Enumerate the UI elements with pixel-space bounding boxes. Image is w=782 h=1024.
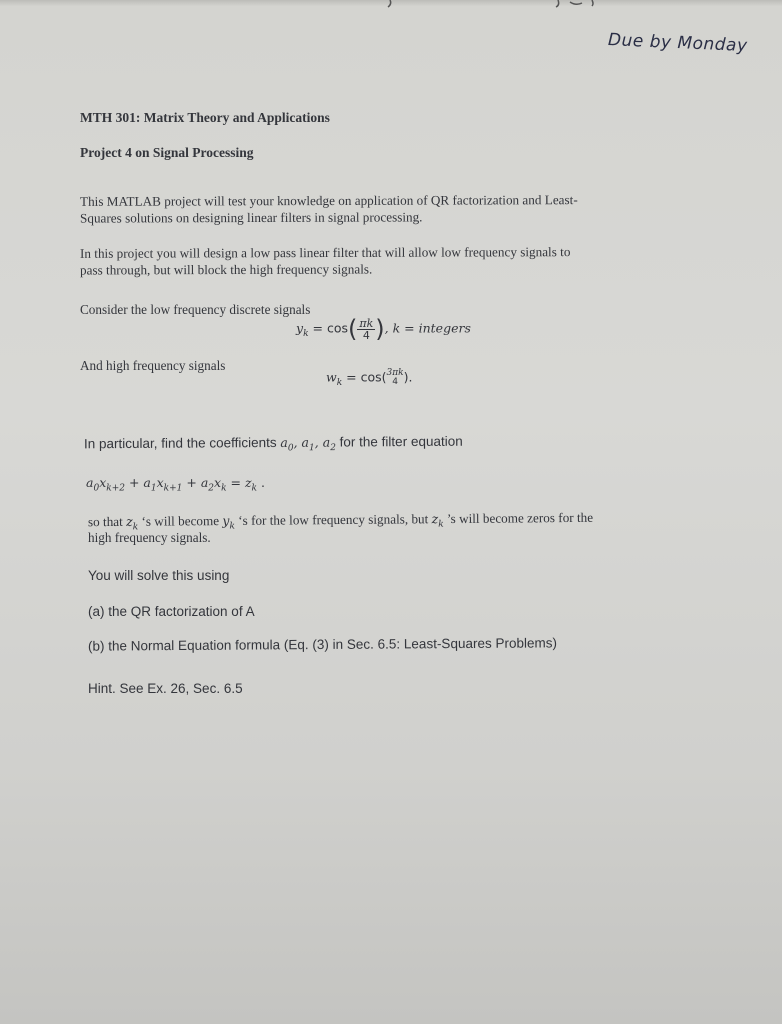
high-eq-frac-num: 3πk xyxy=(386,368,404,378)
filter-equation xyxy=(86,475,265,494)
high-eq-frac-den: 4 xyxy=(392,377,398,387)
particular-line xyxy=(84,433,463,459)
sothat-y-base: y xyxy=(222,512,230,529)
part-a: (a) the QR factorization of A xyxy=(88,604,255,619)
so-that-line-2: high frequency signals. xyxy=(88,530,211,545)
feq-z: z xyxy=(244,475,252,490)
low-eq-fraction xyxy=(357,318,375,341)
feq-x1-sub: k+2 xyxy=(106,483,125,494)
filter-suffix: for the filter equation xyxy=(339,433,463,450)
low-frequency-equation xyxy=(296,315,471,343)
intro-line-2: Squares solutions on designing linear filters in signal processing. xyxy=(79,209,423,226)
coef-a2-sub: 2 xyxy=(330,443,336,454)
coef-sep2: , xyxy=(314,434,319,450)
feq-x2-sub: k+1 xyxy=(163,483,183,494)
particular-text: In particular, find the coefficients xyxy=(83,434,277,452)
feq-x3-sub: k xyxy=(221,483,227,494)
coef-a0-sub: 0 xyxy=(287,443,294,454)
coef-a1: a xyxy=(301,434,310,450)
feq-plus2: + xyxy=(182,475,201,490)
sothat-z2-sub: k xyxy=(438,519,444,530)
sothat-z1 xyxy=(126,513,139,533)
coefficients xyxy=(280,434,336,454)
feq-a1: a xyxy=(143,475,151,490)
feq-end: . xyxy=(257,475,265,490)
sothat-z2-base: z xyxy=(431,511,439,527)
feq-plus1: + xyxy=(124,475,144,490)
sothat-p3: ‘s for the low frequency signals, but xyxy=(238,511,429,528)
solve-text: You will solve this using xyxy=(88,568,230,583)
low-eq-tail: , k = integers xyxy=(384,320,471,336)
sothat-p4: ’s will become zeros for the xyxy=(446,509,594,527)
sothat-p2: ‘s will become xyxy=(141,513,220,529)
sothat-z1-sub: k xyxy=(132,522,139,533)
design-line-2: pass through, but will block the high frequency signals. xyxy=(79,261,373,278)
handwritten-due-note: Due by Monday xyxy=(607,30,748,57)
low-eq-open-paren: ( xyxy=(348,315,358,343)
coef-a1-sub: 1 xyxy=(308,443,315,454)
low-eq-lhs-sub: k xyxy=(303,329,309,339)
low-eq-frac-num: πk xyxy=(359,316,374,330)
hint-text: Hint. See Ex. 26, Sec. 6.5 xyxy=(88,681,243,696)
high-eq-lhs: w xyxy=(326,369,337,385)
coef-sep1: , xyxy=(293,434,298,450)
sothat-p1: so that xyxy=(87,513,123,530)
course-title: MTH 301: Matrix Theory and Applications xyxy=(80,110,330,125)
sothat-z1-base: z xyxy=(126,513,133,529)
feq-a1-sub: 1 xyxy=(150,483,157,494)
feq-a2-sub: 2 xyxy=(208,483,214,494)
design-line-1: In this project you will design a low pass linear filter that will allow low frequency signals to xyxy=(79,244,571,261)
project-title: Project 4 on Signal Processing xyxy=(80,145,254,160)
high-eq-lhs-sub: k xyxy=(336,378,343,388)
low-eq-close-paren: ) xyxy=(375,315,385,343)
low-eq-lhs: y xyxy=(296,320,304,336)
low-eq-frac-den: 4 xyxy=(362,328,370,342)
sothat-y-sub: k xyxy=(229,521,236,532)
cut-off-handwriting-top xyxy=(330,0,630,8)
feq-z-sub: k xyxy=(251,483,258,494)
feq-x3: x xyxy=(214,475,222,490)
intro-line-1: This MATLAB project will test your knowledge on application of QR factorization and Least- xyxy=(79,192,578,209)
coef-a2: a xyxy=(322,434,331,450)
high-eq-tail: ). xyxy=(403,369,413,385)
sothat-y xyxy=(222,512,236,532)
low-eq-cos: = cos xyxy=(312,320,348,336)
feq-x1: x xyxy=(99,475,107,490)
high-eq-cos: = cos( xyxy=(346,369,387,385)
feq-x2: x xyxy=(156,475,164,490)
high-eq-fraction xyxy=(387,369,404,387)
coef-a0: a xyxy=(280,434,288,450)
consider-text: Consider the low frequency discrete signals xyxy=(80,302,311,317)
sothat-z2 xyxy=(431,511,444,530)
feq-equals: = xyxy=(226,475,245,490)
feq-a0: a xyxy=(86,475,94,490)
and-high-text: And high frequency signals xyxy=(80,358,226,373)
feq-a0-sub: 0 xyxy=(93,483,100,494)
feq-a2: a xyxy=(200,475,209,490)
part-b: (b) the Normal Equation formula (Eq. (3) in Sec. 6.5: Least-Squares Problems) xyxy=(87,635,558,654)
high-frequency-equation xyxy=(326,369,412,388)
